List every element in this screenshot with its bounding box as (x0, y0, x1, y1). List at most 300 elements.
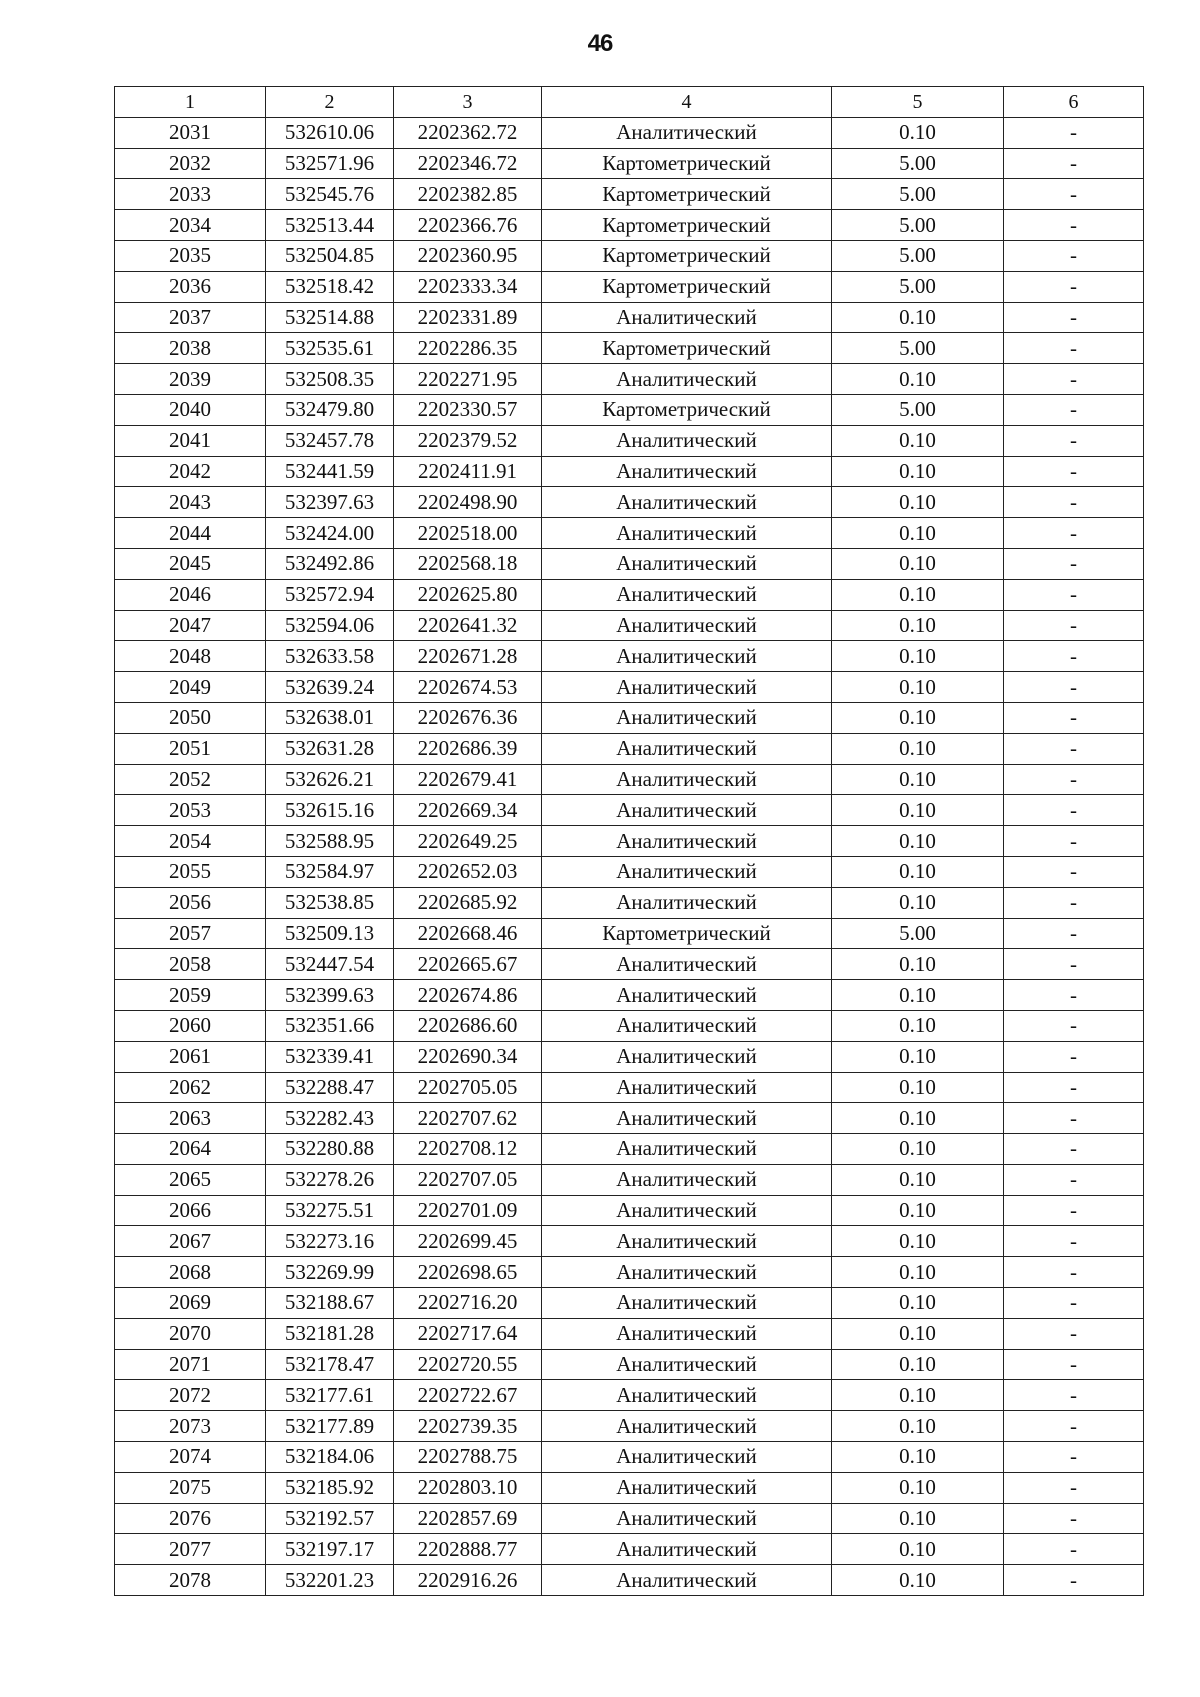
table-row (115, 364, 1144, 395)
accuracy-cell: 0.10 (832, 487, 1004, 518)
table-row (115, 1010, 1144, 1041)
method-cell: Аналитический (542, 1072, 832, 1103)
point-number-cell: 2036 (115, 271, 266, 302)
table-row (115, 333, 1144, 364)
point-number-cell: 2039 (115, 364, 266, 395)
y-coordinate-cell: 2202366.76 (394, 210, 542, 241)
x-coordinate-cell: 532177.61 (266, 1380, 394, 1411)
method-cell: Аналитический (542, 364, 832, 395)
point-number-cell: 2069 (115, 1288, 266, 1319)
x-coordinate-cell: 532457.78 (266, 425, 394, 456)
point-number-cell: 2078 (115, 1565, 266, 1596)
note-cell: - (1004, 610, 1144, 641)
accuracy-cell: 0.10 (832, 641, 1004, 672)
y-coordinate-cell: 2202330.57 (394, 394, 542, 425)
y-coordinate-cell: 2202379.52 (394, 425, 542, 456)
table-row (115, 1041, 1144, 1072)
accuracy-cell: 0.10 (832, 1318, 1004, 1349)
table-row (115, 826, 1144, 857)
y-coordinate-cell: 2202671.28 (394, 641, 542, 672)
method-cell: Аналитический (542, 641, 832, 672)
accuracy-cell: 0.10 (832, 117, 1004, 148)
point-number-cell: 2062 (115, 1072, 266, 1103)
point-number-cell: 2040 (115, 394, 266, 425)
note-cell: - (1004, 826, 1144, 857)
method-cell: Аналитический (542, 980, 832, 1011)
point-number-cell: 2066 (115, 1195, 266, 1226)
y-coordinate-cell: 2202685.92 (394, 887, 542, 918)
accuracy-cell: 0.10 (832, 302, 1004, 333)
x-coordinate-cell: 532518.42 (266, 271, 394, 302)
y-coordinate-cell: 2202708.12 (394, 1134, 542, 1165)
method-cell: Картометрический (542, 240, 832, 271)
header-point-number: 1 (115, 87, 266, 118)
accuracy-cell: 0.10 (832, 1411, 1004, 1442)
method-cell: Картометрический (542, 148, 832, 179)
x-coordinate-cell: 532197.17 (266, 1534, 394, 1565)
y-coordinate-cell: 2202333.34 (394, 271, 542, 302)
method-cell: Аналитический (542, 117, 832, 148)
method-cell: Аналитический (542, 548, 832, 579)
point-number-cell: 2060 (115, 1010, 266, 1041)
y-coordinate-cell: 2202686.60 (394, 1010, 542, 1041)
note-cell: - (1004, 949, 1144, 980)
point-number-cell: 2053 (115, 795, 266, 826)
note-cell: - (1004, 1041, 1144, 1072)
accuracy-cell: 5.00 (832, 148, 1004, 179)
table-row (115, 1318, 1144, 1349)
x-coordinate-cell: 532201.23 (266, 1565, 394, 1596)
x-coordinate-cell: 532275.51 (266, 1195, 394, 1226)
note-cell: - (1004, 1072, 1144, 1103)
accuracy-cell: 0.10 (832, 1134, 1004, 1165)
x-coordinate-cell: 532447.54 (266, 949, 394, 980)
accuracy-cell: 0.10 (832, 579, 1004, 610)
y-coordinate-cell: 2202690.34 (394, 1041, 542, 1072)
note-cell: - (1004, 425, 1144, 456)
y-coordinate-cell: 2202286.35 (394, 333, 542, 364)
accuracy-cell: 0.10 (832, 1226, 1004, 1257)
method-cell: Аналитический (542, 1288, 832, 1319)
x-coordinate-cell: 532399.63 (266, 980, 394, 1011)
y-coordinate-cell: 2202498.90 (394, 487, 542, 518)
table-row (115, 641, 1144, 672)
table-row (115, 1565, 1144, 1596)
method-cell: Аналитический (542, 856, 832, 887)
accuracy-cell: 5.00 (832, 179, 1004, 210)
point-number-cell: 2065 (115, 1164, 266, 1195)
point-number-cell: 2063 (115, 1103, 266, 1134)
note-cell: - (1004, 148, 1144, 179)
note-cell: - (1004, 1442, 1144, 1473)
point-number-cell: 2067 (115, 1226, 266, 1257)
method-cell: Аналитический (542, 518, 832, 549)
x-coordinate-cell: 532633.58 (266, 641, 394, 672)
table-row (115, 548, 1144, 579)
method-cell: Аналитический (542, 1503, 832, 1534)
y-coordinate-cell: 2202788.75 (394, 1442, 542, 1473)
table-row (115, 1380, 1144, 1411)
x-coordinate-cell: 532508.35 (266, 364, 394, 395)
table-row (115, 1411, 1144, 1442)
note-cell: - (1004, 210, 1144, 241)
point-number-cell: 2049 (115, 672, 266, 703)
y-coordinate-cell: 2202271.95 (394, 364, 542, 395)
accuracy-cell: 0.10 (832, 1010, 1004, 1041)
table-body (115, 87, 1144, 1596)
note-cell: - (1004, 1226, 1144, 1257)
y-coordinate-cell: 2202676.36 (394, 702, 542, 733)
point-number-cell: 2064 (115, 1134, 266, 1165)
table-row (115, 980, 1144, 1011)
table-row (115, 1472, 1144, 1503)
table-row (115, 1257, 1144, 1288)
method-cell: Аналитический (542, 610, 832, 641)
accuracy-cell: 0.10 (832, 1041, 1004, 1072)
table-row (115, 148, 1144, 179)
accuracy-cell: 0.10 (832, 733, 1004, 764)
method-cell: Аналитический (542, 949, 832, 980)
x-coordinate-cell: 532514.88 (266, 302, 394, 333)
method-cell: Картометрический (542, 179, 832, 210)
x-coordinate-cell: 532351.66 (266, 1010, 394, 1041)
note-cell: - (1004, 456, 1144, 487)
x-coordinate-cell: 532509.13 (266, 918, 394, 949)
accuracy-cell: 0.10 (832, 425, 1004, 456)
accuracy-cell: 0.10 (832, 1257, 1004, 1288)
y-coordinate-cell: 2202518.00 (394, 518, 542, 549)
accuracy-cell: 0.10 (832, 610, 1004, 641)
point-number-cell: 2052 (115, 764, 266, 795)
accuracy-cell: 0.10 (832, 1288, 1004, 1319)
x-coordinate-cell: 532615.16 (266, 795, 394, 826)
note-cell: - (1004, 1257, 1144, 1288)
table-row (115, 1226, 1144, 1257)
accuracy-cell: 5.00 (832, 918, 1004, 949)
x-coordinate-cell: 532273.16 (266, 1226, 394, 1257)
x-coordinate-cell: 532192.57 (266, 1503, 394, 1534)
method-cell: Аналитический (542, 1103, 832, 1134)
note-cell: - (1004, 1503, 1144, 1534)
accuracy-cell: 0.10 (832, 764, 1004, 795)
method-cell: Аналитический (542, 1318, 832, 1349)
point-number-cell: 2035 (115, 240, 266, 271)
header-x-coordinate: 2 (266, 87, 394, 118)
table-row (115, 1349, 1144, 1380)
method-cell: Аналитический (542, 1442, 832, 1473)
table-row (115, 456, 1144, 487)
y-coordinate-cell: 2202665.67 (394, 949, 542, 980)
accuracy-cell: 0.10 (832, 795, 1004, 826)
point-number-cell: 2055 (115, 856, 266, 887)
x-coordinate-cell: 532184.06 (266, 1442, 394, 1473)
method-cell: Картометрический (542, 394, 832, 425)
accuracy-cell: 0.10 (832, 980, 1004, 1011)
y-coordinate-cell: 2202857.69 (394, 1503, 542, 1534)
method-cell: Картометрический (542, 271, 832, 302)
y-coordinate-cell: 2202720.55 (394, 1349, 542, 1380)
point-number-cell: 2048 (115, 641, 266, 672)
point-number-cell: 2033 (115, 179, 266, 210)
y-coordinate-cell: 2202331.89 (394, 302, 542, 333)
method-cell: Аналитический (542, 733, 832, 764)
point-number-cell: 2042 (115, 456, 266, 487)
y-coordinate-cell: 2202699.45 (394, 1226, 542, 1257)
y-coordinate-cell: 2202716.20 (394, 1288, 542, 1319)
accuracy-cell: 0.10 (832, 518, 1004, 549)
point-number-cell: 2031 (115, 117, 266, 148)
coordinates-table (114, 86, 1144, 1596)
table-row (115, 702, 1144, 733)
note-cell: - (1004, 1134, 1144, 1165)
x-coordinate-cell: 532278.26 (266, 1164, 394, 1195)
y-coordinate-cell: 2202679.41 (394, 764, 542, 795)
method-cell: Картометрический (542, 918, 832, 949)
note-cell: - (1004, 918, 1144, 949)
accuracy-cell: 0.10 (832, 1195, 1004, 1226)
note-cell: - (1004, 1288, 1144, 1319)
method-cell: Аналитический (542, 795, 832, 826)
y-coordinate-cell: 2202701.09 (394, 1195, 542, 1226)
table-row (115, 887, 1144, 918)
y-coordinate-cell: 2202668.46 (394, 918, 542, 949)
accuracy-cell: 0.10 (832, 1164, 1004, 1195)
accuracy-cell: 5.00 (832, 333, 1004, 364)
accuracy-cell: 0.10 (832, 1565, 1004, 1596)
y-coordinate-cell: 2202360.95 (394, 240, 542, 271)
method-cell: Аналитический (542, 579, 832, 610)
x-coordinate-cell: 532280.88 (266, 1134, 394, 1165)
x-coordinate-cell: 532288.47 (266, 1072, 394, 1103)
method-cell: Аналитический (542, 1134, 832, 1165)
point-number-cell: 2075 (115, 1472, 266, 1503)
accuracy-cell: 0.10 (832, 364, 1004, 395)
y-coordinate-cell: 2202803.10 (394, 1472, 542, 1503)
accuracy-cell: 5.00 (832, 210, 1004, 241)
note-cell: - (1004, 764, 1144, 795)
x-coordinate-cell: 532572.94 (266, 579, 394, 610)
note-cell: - (1004, 980, 1144, 1011)
note-cell: - (1004, 1318, 1144, 1349)
accuracy-cell: 0.10 (832, 1349, 1004, 1380)
accuracy-cell: 5.00 (832, 271, 1004, 302)
x-coordinate-cell: 532479.80 (266, 394, 394, 425)
x-coordinate-cell: 532545.76 (266, 179, 394, 210)
table-row (115, 1195, 1144, 1226)
note-cell: - (1004, 487, 1144, 518)
y-coordinate-cell: 2202382.85 (394, 179, 542, 210)
accuracy-cell: 0.10 (832, 1072, 1004, 1103)
method-cell: Аналитический (542, 887, 832, 918)
y-coordinate-cell: 2202649.25 (394, 826, 542, 857)
y-coordinate-cell: 2202722.67 (394, 1380, 542, 1411)
note-cell: - (1004, 672, 1144, 703)
method-cell: Аналитический (542, 764, 832, 795)
note-cell: - (1004, 1349, 1144, 1380)
x-coordinate-cell: 532181.28 (266, 1318, 394, 1349)
table-row (115, 240, 1144, 271)
table-row (115, 1442, 1144, 1473)
accuracy-cell: 5.00 (832, 394, 1004, 425)
point-number-cell: 2059 (115, 980, 266, 1011)
accuracy-cell: 0.10 (832, 1534, 1004, 1565)
note-cell: - (1004, 333, 1144, 364)
note-cell: - (1004, 179, 1144, 210)
header-method: 4 (542, 87, 832, 118)
method-cell: Аналитический (542, 1195, 832, 1226)
accuracy-cell: 0.10 (832, 1103, 1004, 1134)
point-number-cell: 2070 (115, 1318, 266, 1349)
table-row (115, 918, 1144, 949)
accuracy-cell: 0.10 (832, 1380, 1004, 1411)
method-cell: Аналитический (542, 302, 832, 333)
y-coordinate-cell: 2202411.91 (394, 456, 542, 487)
table-row (115, 733, 1144, 764)
table-row (115, 1534, 1144, 1565)
note-cell: - (1004, 394, 1144, 425)
x-coordinate-cell: 532584.97 (266, 856, 394, 887)
point-number-cell: 2077 (115, 1534, 266, 1565)
x-coordinate-cell: 532594.06 (266, 610, 394, 641)
table-row (115, 610, 1144, 641)
y-coordinate-cell: 2202669.34 (394, 795, 542, 826)
y-coordinate-cell: 2202707.62 (394, 1103, 542, 1134)
x-coordinate-cell: 532631.28 (266, 733, 394, 764)
method-cell: Аналитический (542, 1472, 832, 1503)
note-cell: - (1004, 1565, 1144, 1596)
header-y-coordinate: 3 (394, 87, 542, 118)
y-coordinate-cell: 2202625.80 (394, 579, 542, 610)
note-cell: - (1004, 271, 1144, 302)
table-row (115, 1134, 1144, 1165)
note-cell: - (1004, 302, 1144, 333)
table-row (115, 271, 1144, 302)
accuracy-cell: 0.10 (832, 672, 1004, 703)
method-cell: Аналитический (542, 1380, 832, 1411)
table-row (115, 210, 1144, 241)
point-number-cell: 2046 (115, 579, 266, 610)
point-number-cell: 2044 (115, 518, 266, 549)
note-cell: - (1004, 1010, 1144, 1041)
method-cell: Аналитический (542, 1257, 832, 1288)
method-cell: Аналитический (542, 1349, 832, 1380)
point-number-cell: 2056 (115, 887, 266, 918)
y-coordinate-cell: 2202705.05 (394, 1072, 542, 1103)
x-coordinate-cell: 532339.41 (266, 1041, 394, 1072)
note-cell: - (1004, 887, 1144, 918)
note-cell: - (1004, 1380, 1144, 1411)
y-coordinate-cell: 2202698.65 (394, 1257, 542, 1288)
header-accuracy: 5 (832, 87, 1004, 118)
point-number-cell: 2072 (115, 1380, 266, 1411)
note-cell: - (1004, 240, 1144, 271)
y-coordinate-cell: 2202916.26 (394, 1565, 542, 1596)
table-row (115, 795, 1144, 826)
method-cell: Аналитический (542, 456, 832, 487)
point-number-cell: 2051 (115, 733, 266, 764)
point-number-cell: 2074 (115, 1442, 266, 1473)
accuracy-cell: 0.10 (832, 887, 1004, 918)
x-coordinate-cell: 532513.44 (266, 210, 394, 241)
y-coordinate-cell: 2202568.18 (394, 548, 542, 579)
method-cell: Картометрический (542, 210, 832, 241)
point-number-cell: 2043 (115, 487, 266, 518)
x-coordinate-cell: 532535.61 (266, 333, 394, 364)
point-number-cell: 2073 (115, 1411, 266, 1442)
point-number-cell: 2054 (115, 826, 266, 857)
y-coordinate-cell: 2202346.72 (394, 148, 542, 179)
accuracy-cell: 0.10 (832, 1503, 1004, 1534)
x-coordinate-cell: 532588.95 (266, 826, 394, 857)
point-number-cell: 2076 (115, 1503, 266, 1534)
x-coordinate-cell: 532397.63 (266, 487, 394, 518)
x-coordinate-cell: 532188.67 (266, 1288, 394, 1319)
table-row (115, 579, 1144, 610)
point-number-cell: 2041 (115, 425, 266, 456)
point-number-cell: 2057 (115, 918, 266, 949)
x-coordinate-cell: 532185.92 (266, 1472, 394, 1503)
accuracy-cell: 0.10 (832, 1472, 1004, 1503)
x-coordinate-cell: 532626.21 (266, 764, 394, 795)
x-coordinate-cell: 532504.85 (266, 240, 394, 271)
method-cell: Аналитический (542, 826, 832, 857)
table-row (115, 949, 1144, 980)
note-cell: - (1004, 548, 1144, 579)
method-cell: Картометрический (542, 333, 832, 364)
point-number-cell: 2045 (115, 548, 266, 579)
table-row (115, 1503, 1144, 1534)
note-cell: - (1004, 1164, 1144, 1195)
note-cell: - (1004, 795, 1144, 826)
note-cell: - (1004, 856, 1144, 887)
point-number-cell: 2038 (115, 333, 266, 364)
accuracy-cell: 0.10 (832, 1442, 1004, 1473)
note-cell: - (1004, 518, 1144, 549)
table-row (115, 1103, 1144, 1134)
y-coordinate-cell: 2202674.86 (394, 980, 542, 1011)
method-cell: Аналитический (542, 1534, 832, 1565)
point-number-cell: 2037 (115, 302, 266, 333)
note-cell: - (1004, 364, 1144, 395)
y-coordinate-cell: 2202888.77 (394, 1534, 542, 1565)
method-cell: Аналитический (542, 1565, 832, 1596)
point-number-cell: 2032 (115, 148, 266, 179)
x-coordinate-cell: 532639.24 (266, 672, 394, 703)
table-row (115, 672, 1144, 703)
table-row (115, 856, 1144, 887)
method-cell: Аналитический (542, 425, 832, 456)
x-coordinate-cell: 532424.00 (266, 518, 394, 549)
accuracy-cell: 0.10 (832, 702, 1004, 733)
y-coordinate-cell: 2202362.72 (394, 117, 542, 148)
x-coordinate-cell: 532282.43 (266, 1103, 394, 1134)
y-coordinate-cell: 2202686.39 (394, 733, 542, 764)
y-coordinate-cell: 2202641.32 (394, 610, 542, 641)
note-cell: - (1004, 579, 1144, 610)
header-note: 6 (1004, 87, 1144, 118)
x-coordinate-cell: 532492.86 (266, 548, 394, 579)
accuracy-cell: 0.10 (832, 456, 1004, 487)
y-coordinate-cell: 2202739.35 (394, 1411, 542, 1442)
method-cell: Аналитический (542, 487, 832, 518)
note-cell: - (1004, 733, 1144, 764)
x-coordinate-cell: 532269.99 (266, 1257, 394, 1288)
accuracy-cell: 0.10 (832, 826, 1004, 857)
point-number-cell: 2050 (115, 702, 266, 733)
note-cell: - (1004, 1411, 1144, 1442)
accuracy-cell: 0.10 (832, 548, 1004, 579)
x-coordinate-cell: 532538.85 (266, 887, 394, 918)
